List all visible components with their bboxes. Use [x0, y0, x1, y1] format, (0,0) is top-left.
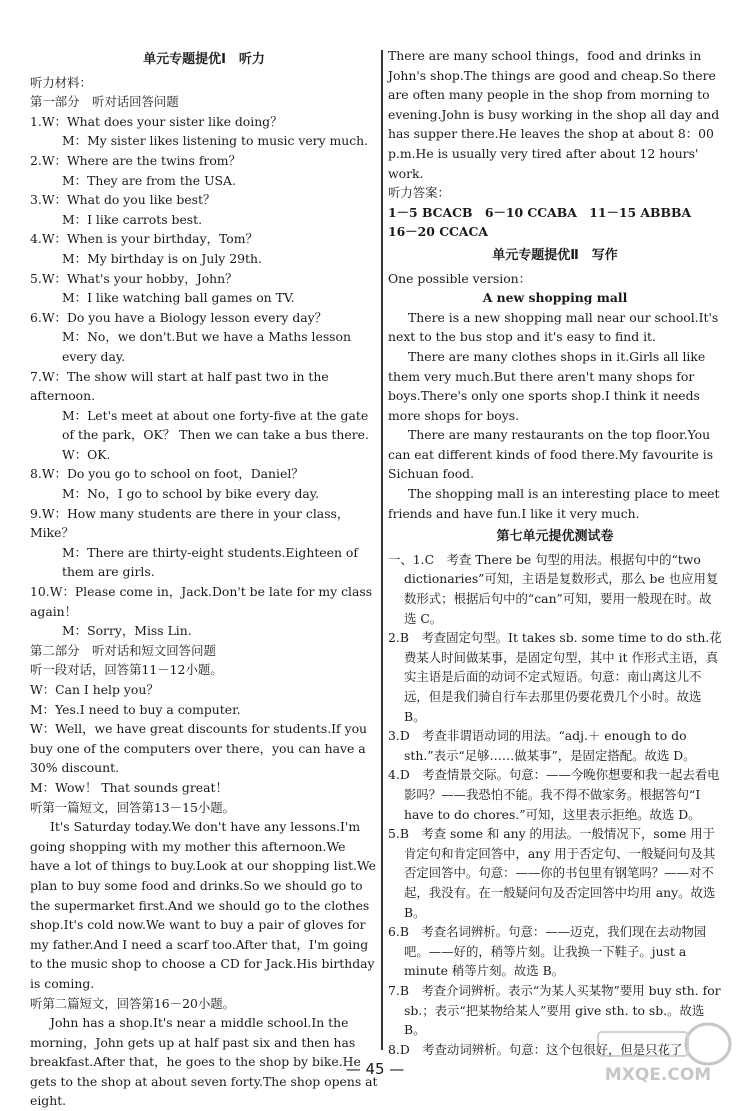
- dialogue-reply: M：Sorry，Miss Lin.: [62, 623, 192, 639]
- section-heading: 单元专题提优Ⅱ 写作: [492, 247, 618, 263]
- text-line: 6.W：Do you have a Biology lesson every day？: [30, 309, 328, 325]
- paragraph: John has a shop.It's near a middle school.In the morning，John gets up at half past six and then has breakfast.After that，he goes to the shop by bike.He gets to the shop at about seven forty.The shop opens at eight.: [30, 1015, 378, 1109]
- dialogue-reply: M：My birthday is on July 29th.: [62, 250, 262, 266]
- answer-key-line: 1－5 BCACB 6－10 CCABA 11－15 ABBBA: [388, 204, 692, 220]
- right-column: [388, 46, 722, 1059]
- dialogue-reply: M：I like watching ball games on TV.: [62, 290, 295, 306]
- watermark-logo: [588, 1018, 738, 1088]
- dialogue-reply: M：No，I go to school by bike every day.: [62, 486, 320, 502]
- text-line: 5.W：What's your hobby，John？: [30, 270, 238, 286]
- text-line: 听一段对话，回答第11－12小题。: [30, 662, 223, 678]
- answer-explanation: 4.D 考查情景交际。句意：——今晚你想要和我一起去看电影吗？——我恐怕不能。我不得不做家务。根据答句“I have to do chores.”可知，这里表示拒绝。故选 D。: [388, 767, 720, 822]
- dialogue-reply: M：I like carrots best.: [62, 211, 203, 227]
- text-line: 第一部分 听对话回答问题: [30, 94, 179, 110]
- text-line: 2.W：Where are the twins from？: [30, 152, 241, 168]
- text-line: 听力答案：: [388, 185, 450, 201]
- answer-explanation: 2.B 考查固定句型。It takes sb. some time to do sth.花费某人时间做某事，是固定句型，其中 it 作形式主语，真实主语是后面的动词不定式短语。句意：南山离这儿不远，但是我们骑自行车去那里仍要花费几个小时。故选 B。: [388, 630, 722, 724]
- text-line: 10.W：Please come in，Jack.Don't be late for my class again！: [30, 584, 373, 619]
- answer-explanation: 一、1.C 考查 There be 句型的用法。根据句中的“two dictionaries”可知，主语是复数形式，那么 be 也应用复数形式；根据后句中的“can”可知，要用一般现在时。故选 C。: [388, 551, 719, 626]
- essay-title: A new shopping mall: [482, 290, 628, 306]
- answer-explanation: 6.B 考查名词辨析。句意：——迈克，我们现在去动物园吧。——好的，稍等片刻。让我换一下鞋子。just a minute 稍等片刻。故选 B。: [388, 924, 707, 979]
- answer-explanation: 5.B 考查 some 和 any 的用法。一般情况下，some 用于肯定句和肯定回答中，any 用于否定句、一般疑问句及其否定回答中。句意：——你的书包里有钢笔吗？——对不起，我没有。在一般疑问句及否定回答中均用 any。故选 B。: [388, 826, 716, 920]
- text-line: M：Wow！ That sounds great！: [30, 779, 228, 795]
- column-divider: [381, 50, 383, 1050]
- dialogue-reply: M：They are from the USA.: [62, 172, 236, 188]
- dialogue-reply: M：There are thirty-eight students.Eighteen of them are girls.: [62, 544, 358, 580]
- text-line: W：Can I help you？: [30, 682, 159, 697]
- answer-key-line: 16－20 CCACA: [388, 224, 489, 240]
- text-line: 4.W：When is your birthday，Tom？: [30, 231, 258, 247]
- section-heading: 第七单元提优测试卷: [496, 529, 614, 545]
- answer-explanation: 8.D 考查动词辨析。句意：这个包很好，但是只花了: [388, 1041, 683, 1057]
- dialogue-reply: M：Let's meet at about one forty-five at the gate of the park，OK？ Then we can take a bus there.: [62, 407, 369, 443]
- text-line: 9.W：How many students are there in your class，Mike？: [30, 505, 350, 541]
- watermark-text: MXQE.COM: [604, 1065, 712, 1085]
- section-heading: 单元专题提优Ⅰ 听力: [143, 52, 265, 67]
- dialogue-reply: W：OK.: [62, 446, 111, 462]
- text-line: 8.W：Do you go to school on foot，Daniel？: [30, 466, 304, 482]
- dialogue-reply: M：No，we don't.But we have a Maths lesson every day.: [62, 329, 351, 364]
- text-line: 3.W：What do you like best？: [30, 192, 216, 208]
- text-line: 第二部分 听对话和短文回答问题: [30, 642, 216, 658]
- text-line: One possible version：: [388, 270, 532, 286]
- answer-explanation: 3.D 考查非谓语动词的用法。“adj.＋ enough to do sth.”表示“足够……做某事”，是固定搭配。故选 D。: [388, 728, 696, 763]
- paragraph: There are many restaurants on the top floor.You can eat different kinds of food there.My favourite is Sichuan food.: [388, 427, 714, 482]
- dialogue-reply: M：My sister likes listening to music very much.: [62, 133, 369, 149]
- paragraph: It's Saturday today.We don't have any lessons.I'm going shopping with my mother this afternoon.We have a lot of things to buy.Look at our shopping list.We plan to buy some food and drinks.So we should go to the supermarket first.And we should go to the clothes shop.It's cold now.We want to buy a pair of gloves for my father.And I need a scarf too.After that，I'm going to the music shop to choose a CD for Jack.His birthday is coming.: [30, 819, 376, 991]
- text-line: 听力材料：: [30, 74, 92, 90]
- text-line: 听第二篇短文，回答第16－20小题。: [30, 995, 236, 1011]
- text-line: 听第一篇短文，回答第13－15小题。: [30, 799, 236, 815]
- paragraph: There are many clothes shops in it.Girls all like them very much.But there aren't many shops for boys.There's only one sports shop.I think it needs more shops for boys.: [388, 348, 706, 423]
- left-column: [30, 46, 378, 1111]
- paragraph: The shopping mall is an interesting place to meet friends and have fun.I like it very much.: [388, 486, 720, 521]
- text-line: 7.W：The show will start at half past two in the afternoon.: [30, 368, 329, 404]
- answer-explanation: 7.B 考查介词辨析。表示“为某人买某物”要用 buy sth. for sb.；表示“把某物给某人”要用 give sth. to sb.。故选 B。: [388, 982, 721, 1038]
- text-line: There are many school things，food and drinks in John's shop.The things are good and cheap.So there are often many people in the shop from morning to evening.John is busy working in the shop all day and has supper there.He leaves the shop at about 8：00 p.m.He is usually very tired after about 12 hours' work.: [388, 48, 720, 181]
- text-line: M：Yes.I need to buy a computer.: [30, 701, 241, 717]
- paragraph: There is a new shopping mall near our school.It's next to the bus stop and it's easy to find it.: [388, 309, 719, 345]
- text-line: 1.W：What does your sister like doing？: [30, 113, 283, 129]
- page-number: — 45 —: [345, 1060, 405, 1078]
- text-line: W：Well，we have great discounts for students.If you buy one of the computers over there，you can have a 30% discount.: [30, 721, 368, 776]
